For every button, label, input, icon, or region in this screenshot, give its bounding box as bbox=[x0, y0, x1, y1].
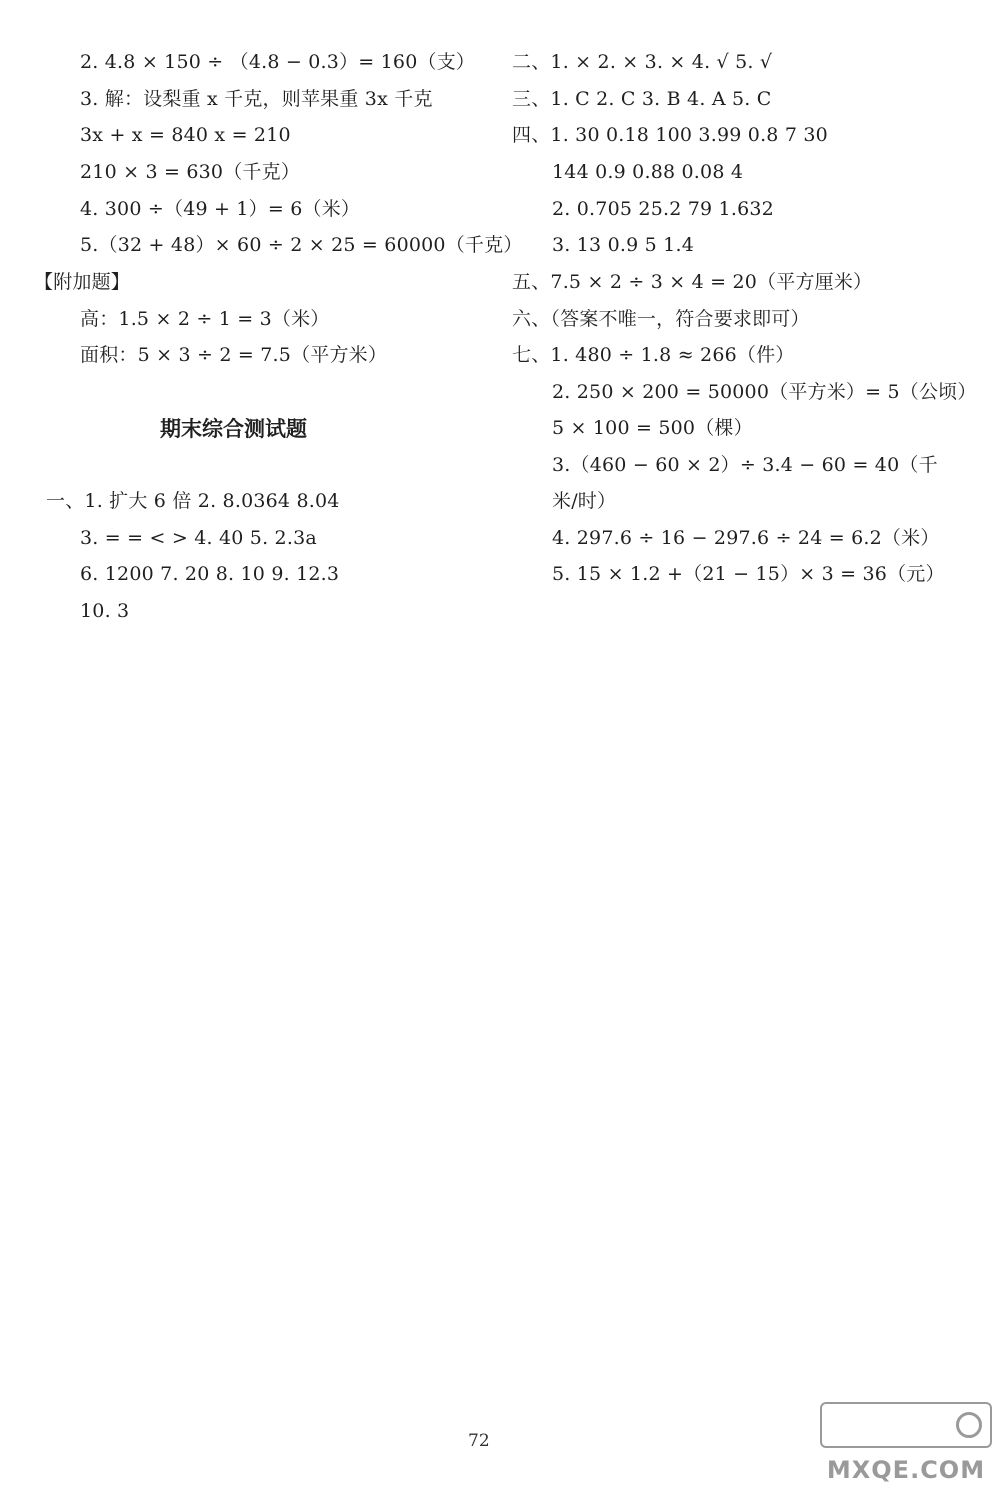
extra-question-heading: 【附加题】 bbox=[34, 271, 131, 293]
right-line-7: 五、7.5 × 2 ÷ 3 × 4 = 20（平方厘米） bbox=[512, 271, 873, 293]
right-line-1: 二、1. × 2. × 3. × 4. √ 5. √ bbox=[512, 51, 773, 73]
left-line-2: 3. 解：设梨重 x 千克，则苹果重 3x 千克 bbox=[80, 88, 433, 110]
watermark-logo-icon bbox=[820, 1402, 992, 1448]
section-line-4: 10. 3 bbox=[80, 600, 130, 622]
right-line-11: 5 × 100 = 500（棵） bbox=[552, 417, 753, 439]
right-line-10: 2. 250 × 200 = 50000（平方米）= 5（公顷） bbox=[552, 381, 977, 403]
section-line-1: 一、1. 扩大 6 倍 2. 8.0364 8.04 bbox=[46, 490, 340, 512]
section-line-3: 6. 1200 7. 20 8. 10 9. 12.3 bbox=[80, 563, 340, 585]
section-title: 期末综合测试题 bbox=[160, 417, 307, 441]
right-line-12: 3.（460 − 60 × 2）÷ 3.4 − 60 = 40（千 bbox=[552, 454, 938, 476]
watermark-site: MXQE.COM bbox=[826, 1456, 986, 1484]
right-line-13: 米/时） bbox=[552, 490, 617, 512]
left-line-5: 4. 300 ÷（49 + 1）= 6（米） bbox=[80, 198, 361, 220]
right-line-8: 六、（答案不唯一，符合要求即可） bbox=[512, 308, 810, 330]
right-line-6: 3. 13 0.9 5 1.4 bbox=[552, 234, 694, 256]
left-line-1: 2. 4.8 × 150 ÷ （4.8 − 0.3）= 160（支） bbox=[80, 51, 476, 73]
left-line-3: 3x + x = 840 x = 210 bbox=[80, 124, 291, 146]
section-line-2: 3. = = < > 4. 40 5. 2.3a bbox=[80, 527, 317, 549]
extra-line-height: 高：1.5 × 2 ÷ 1 = 3（米） bbox=[80, 308, 330, 330]
right-line-5: 2. 0.705 25.2 79 1.632 bbox=[552, 198, 774, 220]
right-line-2: 三、1. C 2. C 3. B 4. A 5. C bbox=[512, 88, 772, 110]
extra-line-area: 面积：5 × 3 ÷ 2 = 7.5（平方米） bbox=[80, 344, 388, 366]
right-line-4: 144 0.9 0.88 0.08 4 bbox=[552, 161, 744, 183]
right-line-15: 5. 15 × 1.2 +（21 − 15）× 3 = 36（元） bbox=[552, 563, 945, 585]
right-line-3: 四、1. 30 0.18 100 3.99 0.8 7 30 bbox=[512, 124, 828, 146]
right-line-9: 七、1. 480 ÷ 1.8 ≈ 266（件） bbox=[512, 344, 795, 366]
page-number: 72 bbox=[468, 1431, 490, 1451]
left-line-6: 5.（32 + 48）× 60 ÷ 2 × 25 = 60000（千克） bbox=[80, 234, 523, 256]
left-line-4: 210 × 3 = 630（千克） bbox=[80, 161, 301, 183]
watermark bbox=[820, 1402, 992, 1488]
right-line-14: 4. 297.6 ÷ 16 − 297.6 ÷ 24 = 6.2（米） bbox=[552, 527, 940, 549]
